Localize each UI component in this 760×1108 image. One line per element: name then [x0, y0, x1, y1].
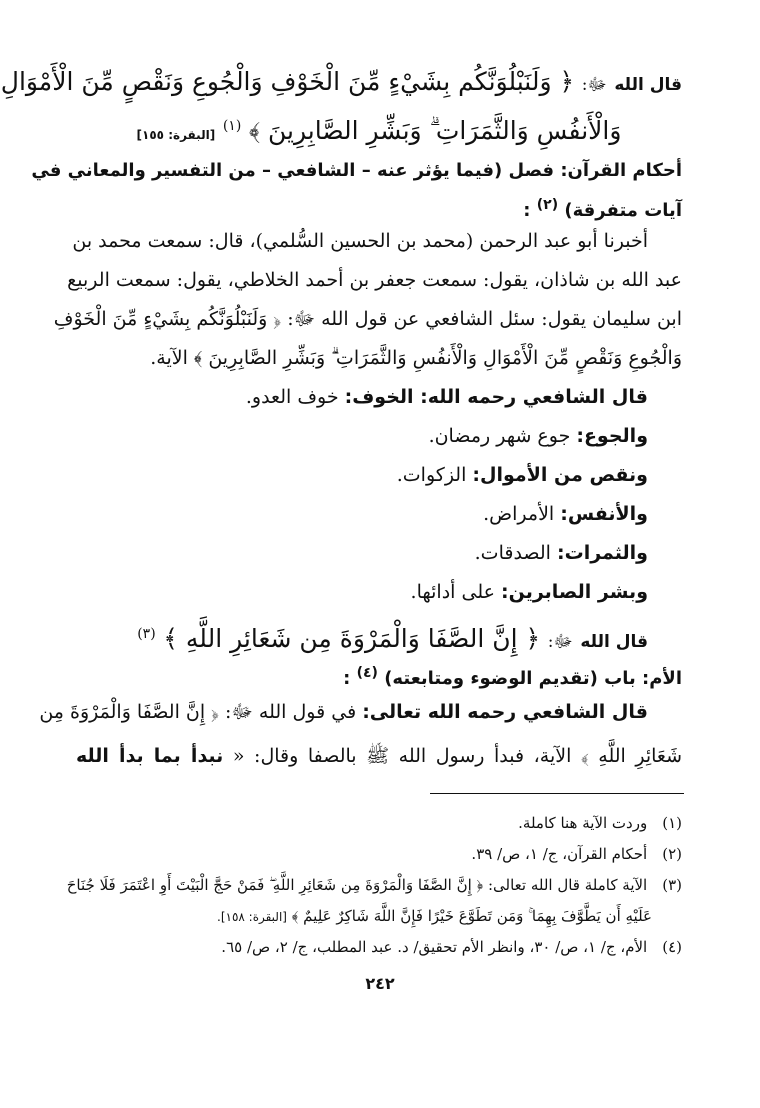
footnote-2: [76, 839, 682, 870]
explanation-term: والثمرات:: [557, 542, 648, 564]
explanation-meaning: الأمراض.: [483, 503, 555, 525]
section-1-heading-line-1: أحكام القرآن: فصل (فيما يؤثر عنه – الشافعي – من التفسير والمعاني في: [31, 160, 682, 181]
footnote-3-continuation: [76, 901, 682, 932]
verse-1-line-2: [76, 104, 682, 148]
verse-1-speaker: قال الله: [614, 75, 682, 95]
section-1-heading-line-2: [76, 188, 682, 222]
footnote-3: [66, 870, 682, 901]
section-2-bold-quote: نبدأ بما بدأ الله: [76, 745, 224, 767]
footnote-marker: (٤): [356, 665, 378, 681]
section-2-text-2: شَعَائِرِ اللَّهِ ﴾ الآية، فبدأ رسول الله ﷺ بالصفا وقال: «: [232, 745, 682, 767]
footnote-marker: (٣): [137, 626, 156, 642]
honorific-glyph: ﷻ:: [547, 632, 573, 652]
section-2-line-2: [76, 734, 682, 778]
explanation-meaning: الصدقات.: [474, 542, 551, 564]
body-line-3: ابن سليمان يقول: سئل الشافعي عن قول الله ﷻ: ﴿ وَلَنَبْلُوَنَّكُم بِشَيْءٍ مِّنَ الْخَوْفِ: [53, 308, 682, 330]
explanation-item: [76, 378, 682, 417]
footnote-number: (٢): [662, 845, 682, 863]
verse-1-text-2: وَالْأَنفُسِ وَالثَّمَرَاتِ ۗ وَبَشِّرِ الصَّابِرِينَ ﴾: [248, 116, 622, 145]
footnote-text: الأم، ج/ ١، ص/ ٣٠، وانظر الأم تحقيق/ د. عبد المطلب، ج/ ٢، ص/ ٦٥.: [221, 938, 648, 956]
section-2-heading: [76, 656, 682, 690]
explanation-term: والأنفس:: [560, 503, 648, 525]
footnote-text: وردت الآية هنا كاملة.: [518, 814, 648, 832]
body-line-1: أخبرنا أبو عبد الرحمن (محمد بن الحسين السُّلمي)، قال: سمعت محمد بن: [72, 230, 648, 252]
section-2-line-1: [39, 690, 682, 734]
honorific-glyph: ﷻ:: [581, 75, 607, 95]
footnote-text: عَلَيْهِ أَن يَطَّوَّفَ بِهِمَا ۚ وَمَن تَطَوَّعَ خَيْرًا فَإِنَّ اللَّهَ شَاكِرٌ عَلِيمٌ ﴾: [291, 907, 652, 925]
explanation-term: قال الشافعي رحمه الله: الخوف:: [344, 386, 648, 408]
explanation-term: ونقص من الأموال:: [472, 464, 648, 486]
footnote-separator: [430, 793, 684, 794]
footnote-number: (٤): [662, 938, 682, 956]
verse-2-speaker: قال الله: [580, 632, 648, 652]
explanation-item: [76, 495, 682, 534]
heading-colon: :: [523, 200, 531, 221]
explanation-meaning: على أدائها.: [410, 581, 495, 603]
footnote-1: [76, 808, 682, 839]
section-2-bold-intro: قال الشافعي رحمه الله تعالى:: [362, 701, 648, 723]
verse-2-text: ﴿ إِنَّ الصَّفَا وَالْمَرْوَةَ مِن شَعَائِرِ اللَّهِ ﴾: [163, 624, 541, 653]
verse-1-text-1: ﴿ وَلَنَبْلُوَنَّكُم بِشَيْءٍ مِّنَ الْخَوْفِ وَالْجُوعِ وَنَقْصٍ مِّنَ الْأَمْوَالِ: [0, 67, 575, 96]
footnote-marker: (١): [222, 118, 242, 134]
section-2-text-1: في قول الله ﷻ: ﴿ إِنَّ الصَّفَا وَالْمَرْوَةَ مِن: [39, 701, 357, 723]
verse-2-line: [76, 612, 682, 656]
explanation-item: [76, 573, 682, 612]
footnote-number: (١): [662, 814, 682, 832]
footnote-text: الآية كاملة قال الله تعالى: ﴿ إِنَّ الصَّفَا وَالْمَرْوَةَ مِن شَعَائِرِ اللَّهِ ۖ فَمَنْ حَجَّ الْبَيْتَ أَوِ اعْتَمَرَ فَلَا جُنَاحَ: [66, 876, 648, 894]
section-2-heading-text: الأم: باب (تقديم الوضوء ومتابعته): [384, 668, 682, 689]
explanation-term: وبشر الصابرين:: [501, 581, 648, 603]
heading-colon: :: [343, 668, 351, 689]
explanation-meaning: جوع شهر رمضان.: [428, 425, 571, 447]
explanation-item: [76, 456, 682, 495]
explanation-item: [76, 417, 682, 456]
explanation-list: [76, 378, 682, 612]
footnotes: [66, 808, 682, 963]
verse-reference: [البقرة: ١٥٥]: [136, 128, 216, 142]
verse-1-line-1: [0, 60, 682, 104]
section-1-heading-text: آيات متفرقة): [564, 200, 682, 221]
body-line-2: عبد الله بن شاذان، يقول: سمعت جعفر بن أحمد الخلاطي، يقول: سمعت الربيع: [67, 269, 682, 291]
page-number: ٢٤٢: [365, 974, 395, 993]
footnote-reference: [البقرة: ١٥٨].: [217, 910, 287, 924]
footnote-number: (٣): [662, 876, 682, 894]
footnote-marker: (٢): [536, 197, 559, 213]
footnote-text: أحكام القرآن، ج/ ١، ص/ ٣٩.: [471, 845, 648, 863]
explanation-meaning: خوف العدو.: [245, 386, 339, 408]
explanation-term: والجوع:: [576, 425, 648, 447]
explanation-item: [76, 534, 682, 573]
explanation-meaning: الزكوات.: [396, 464, 467, 486]
body-line-4: وَالْجُوعِ وَنَقْصٍ مِّنَ الْأَمْوَالِ وَالْأَنفُسِ وَالثَّمَرَاتِ ۗ وَبَشِّرِ الصَّابِرِينَ ﴾ الآية.: [150, 347, 682, 369]
footnote-4: [76, 932, 682, 963]
